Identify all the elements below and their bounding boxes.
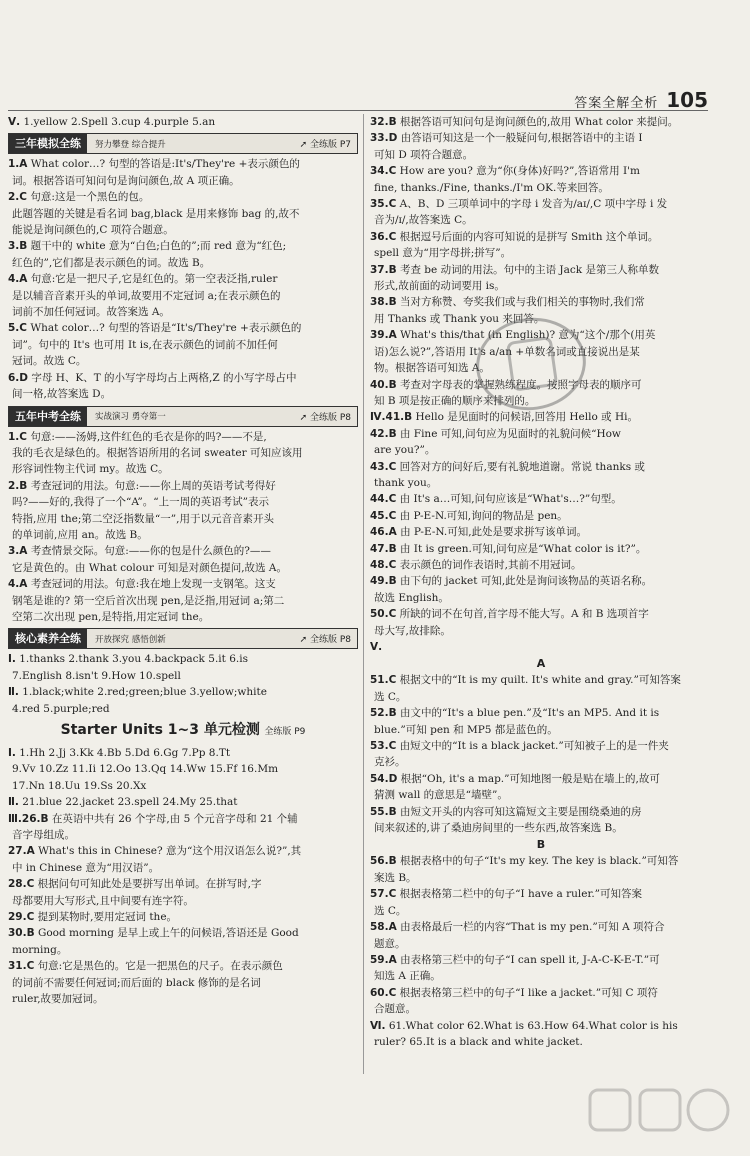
answer-text: 合题意。 <box>374 1003 416 1016</box>
answer-text: 此题答题的关键是看名词 bag,black 是用来修饰 bag 的,故不 <box>12 207 300 220</box>
answer-line <box>370 196 712 212</box>
header-title: 答案全解全析 <box>574 96 659 111</box>
answer-number: Ⅰ. <box>8 653 16 666</box>
column-divider <box>363 114 364 1074</box>
answer-line <box>370 180 712 196</box>
answer-line <box>370 459 712 475</box>
answer-line <box>8 494 358 510</box>
answer-line <box>370 606 712 622</box>
answer-text: fine, thanks./Fine, thanks./I'm OK.等来回答。 <box>374 181 609 194</box>
arrow-icon: ➚ <box>299 140 310 151</box>
answer-line <box>370 541 712 557</box>
answer-text: 它是黄色的。由 What colour 可知是对颜色提问,故选 A。 <box>12 561 287 574</box>
answer-text: 词”。句中的 It's 也可用 It is,在表示颜色的词前不加任何 <box>12 338 278 351</box>
unit-title-text: Starter Units 1~3 单元检测 <box>60 722 260 738</box>
answer-line <box>370 870 712 886</box>
answer-text: spell 意为“用字母拼;拼写”。 <box>374 247 512 260</box>
answer-text: 所缺的词不在句首,首字母不能大写。A 和 B 选项首字 <box>399 608 649 621</box>
answer-text: 由下句的 jacket 可知,此处是询问该物品的英语名称。 <box>399 575 653 588</box>
answer-text: 吗?——好的,我得了一个“A”。“上一周的英语考试”表示 <box>12 496 269 509</box>
answer-line <box>370 475 712 491</box>
answer-line <box>8 701 358 717</box>
answer-text: 字母 H、K、T 的小写字母均占上两格,Z 的小写字母占中 <box>31 371 297 384</box>
answer-text: 句意:这是一个黑色的包。 <box>30 191 150 204</box>
answer-line <box>8 320 358 336</box>
answer-line <box>370 952 712 968</box>
answer-line <box>370 409 712 425</box>
answer-text: 是以辅音音素开头的单词,故要用不定冠词 a;在表示颜色的 <box>12 289 281 302</box>
answer-text: blue.”可知 pen 和 MP5 都是蓝色的。 <box>374 723 558 736</box>
answer-line <box>370 722 712 738</box>
answer-number: 1.C <box>8 430 28 443</box>
answer-line <box>8 271 358 287</box>
answer-number: 4.A <box>8 578 28 591</box>
section-ref <box>300 410 351 423</box>
answer-line <box>370 672 712 688</box>
answer-text: 知选 A 正确。 <box>374 970 441 983</box>
answer-number: Ⅳ.41.B <box>370 411 413 424</box>
answer-number: 27.A <box>8 845 35 858</box>
answer-line <box>8 560 358 576</box>
answer-line <box>370 229 712 245</box>
section-title: 三年模拟全练 <box>9 134 87 153</box>
answer-text: 由 It's a…可知,问句应该是“What's…?”句型。 <box>399 493 622 506</box>
answer-line <box>8 173 358 189</box>
answer-number: 53.C <box>370 740 397 753</box>
left-column <box>8 114 358 1008</box>
answer-line <box>370 771 712 787</box>
answer-line <box>8 429 358 445</box>
answer-text: 的词前不需要任何冠词;而后面的 black 修饰的是名词 <box>12 976 261 989</box>
answer-text: 空第二次出现 pen,是特指,用定冠词 the。 <box>12 610 210 623</box>
answer-line <box>370 294 712 310</box>
answer-number: 4.A <box>8 273 28 286</box>
answer-text: 克衫。 <box>374 756 406 769</box>
answer-text: 1.black;white 2.red;green;blue 3.yellow;white <box>22 686 267 699</box>
answer-text: 故选 English。 <box>374 591 449 604</box>
answer-line <box>8 975 358 991</box>
answer-text: 由 P-E-N.可知,此处是要求拼写该单词。 <box>400 526 588 539</box>
answer-number: 32.B <box>370 116 397 128</box>
answer-line <box>8 461 358 477</box>
answer-line <box>8 827 358 843</box>
answer-line <box>370 820 712 836</box>
answer-number: Ⅲ.26.B <box>8 812 49 825</box>
answer-line <box>370 524 712 540</box>
answer-number: 58.A <box>370 921 397 934</box>
answer-line <box>8 370 358 386</box>
answer-line <box>8 745 358 761</box>
answer-line <box>8 288 358 304</box>
answer-number: 46.A <box>370 526 397 539</box>
answer-line <box>8 684 358 700</box>
answer-number: 3.A <box>8 545 28 558</box>
section-ref <box>300 632 351 645</box>
answer-number: 51.C <box>370 674 397 687</box>
answer-text: 回答对方的问好后,要有礼貌地道谢。常说 thanks 或 <box>399 460 645 473</box>
answer-line <box>370 114 712 130</box>
answer-number: 55.B <box>370 805 397 818</box>
answer-line <box>8 811 358 827</box>
answer-line <box>8 156 358 172</box>
answer-text: 表示颜色的词作表语时,其前不用冠词。 <box>399 558 582 571</box>
answer-text: 考查对字母表的掌握熟练程度。按照字母表的顺序可 <box>399 378 642 391</box>
answer-number: 48.C <box>370 558 397 571</box>
answer-number: 39.A <box>370 329 397 342</box>
answer-text: 母都要用大写形式,且中间要有连字符。 <box>12 894 194 907</box>
answer-text: 我的毛衣是绿色的。根据答语所用的名词 sweater 可知应该用 <box>12 446 303 459</box>
answer-line <box>8 304 358 320</box>
answer-text: 由表格最后一栏的内容“That is my pen.”可知 A 项符合 <box>400 921 665 934</box>
answer-text: How are you? 意为“你(身体)好吗?”,答语常用 I'm <box>399 165 640 178</box>
answer-line <box>8 222 358 238</box>
answer-line <box>370 245 712 261</box>
answer-line <box>370 738 712 754</box>
answer-line <box>8 511 358 527</box>
answer-line <box>8 353 358 369</box>
answer-number: 43.C <box>370 460 397 473</box>
answer-number: 49.B <box>370 575 397 588</box>
answer-text: 案选 B。 <box>374 871 417 884</box>
answer-text: A、B、D 三项单词中的字母 i 发音为/aɪ/,C 项中字母 i 发 <box>399 198 668 211</box>
answer-text: 9.Vv 10.Zz 11.Ii 12.Oo 13.Qq 14.Ww 15.Ff 16.Mm <box>12 763 279 776</box>
answer-text: 冠词。故选 C。 <box>12 355 87 368</box>
answer-number: 59.A <box>370 953 397 966</box>
answer-line <box>370 262 712 278</box>
answer-text: 物。根据答语可知选 A。 <box>374 362 490 375</box>
answer-line <box>8 386 358 402</box>
answer-line <box>370 886 712 902</box>
answer-line <box>8 609 358 625</box>
answer-line <box>370 163 712 179</box>
answer-number: 40.B <box>370 378 397 391</box>
answer-number: 36.C <box>370 230 397 243</box>
answer-number: 6.D <box>8 371 29 384</box>
answer-number: 60.C <box>370 986 397 999</box>
answer-text: 间来叙述的,讲了桑迪房间里的一些东西,故答案选 B。 <box>374 822 623 835</box>
answer-line <box>8 189 358 205</box>
answer-line <box>370 985 712 1001</box>
answer-line <box>370 278 712 294</box>
answer-line <box>370 508 712 524</box>
answer-line <box>8 238 358 254</box>
section-ref-text: 全练版 P8 <box>309 412 351 423</box>
answer-line <box>370 1001 712 1017</box>
answer-number: 1.A <box>8 158 28 171</box>
answer-text: 4.red 5.purple;red <box>12 702 110 715</box>
answer-line <box>8 893 358 909</box>
answer-text: 考查冠词的用法。句意:我在地上发现一支钢笔。这支 <box>30 578 276 591</box>
answer-text: What color…? 句型的答语是:It's/They're +表示颜色的 <box>30 158 300 171</box>
answer-number: 56.B <box>370 855 397 868</box>
answer-text: What's this in Chinese? 意为“这个用汉语怎么说?”,其 <box>38 845 302 858</box>
answer-line <box>370 689 712 705</box>
answer-text: 当对方称赞、夸奖我们或与我们相关的事物时,我们常 <box>399 296 645 309</box>
answer-text: 形容词性物主代词 my。故选 C。 <box>12 463 169 476</box>
watermark-logo <box>586 1084 736 1144</box>
answer-line <box>8 593 358 609</box>
answer-line <box>8 114 358 130</box>
answer-line <box>8 527 358 543</box>
answer-text: 特指,应用 the;第二空泛指数量“一”,用于以元音音素开头 <box>12 512 274 525</box>
answer-text: 句意:它是黑色的。它是一把黑色的尺子。在表示颜色 <box>37 960 283 973</box>
answer-number: 44.C <box>370 493 397 506</box>
answer-text: 由短文开头的内容可知这篇短文主要是围绕桑迪的房 <box>399 805 642 818</box>
answer-text: 7.English 8.isn't 9.How 10.spell <box>12 669 181 682</box>
answer-text: 根据逗号后面的内容可知说的是拼写 Smith 这个单词。 <box>399 230 659 243</box>
answer-number: 2.B <box>8 479 28 492</box>
answer-number: 37.B <box>370 263 397 276</box>
answer-line <box>8 909 358 925</box>
answer-line <box>370 787 712 803</box>
section-banner <box>8 406 358 427</box>
answer-number: 28.C <box>8 878 35 891</box>
answer-line <box>8 778 358 794</box>
answer-number: 54.D <box>370 772 398 785</box>
passage-label: B <box>536 838 546 852</box>
answer-number: 29.C <box>8 911 35 924</box>
header-rule <box>8 110 708 111</box>
answer-line <box>370 557 712 573</box>
answer-text: 由 It is green.可知,问句应是“What color is it?”。 <box>399 542 647 555</box>
answer-line <box>370 1034 712 1050</box>
answer-number: Ⅵ. <box>370 1019 386 1032</box>
answer-number: 38.B <box>370 296 397 309</box>
answer-text: What's this/that (in English)? 意为“这个/那个(用英 <box>400 329 656 342</box>
answer-text: 根据表格中的句子“It's my key. The key is black.”可知答 <box>399 855 679 868</box>
answer-number: 30.B <box>8 927 35 940</box>
answer-text: 根据文中的“It is my quilt. It's white and gray.”可知答案 <box>399 674 681 687</box>
answer-text: 音为/ɪ/,故答案选 C。 <box>374 214 473 227</box>
answer-text: 词前不加任何冠词。故答案选 A。 <box>12 306 170 319</box>
answer-text: ruler,故要加冠词。 <box>12 993 104 1006</box>
answer-line <box>370 573 712 589</box>
answer-text: 用 Thanks 或 Thank you 来回答。 <box>374 312 545 325</box>
answer-text: 音字母组成。 <box>12 829 75 842</box>
answer-line <box>8 991 358 1007</box>
answer-text: 句意:——汤姆,这件红色的毛衣是你的吗?——不是, <box>30 430 267 443</box>
page-header <box>574 88 708 112</box>
answer-text: 考查 be 动词的用法。句中的主语 Jack 是第三人称单数 <box>399 263 659 276</box>
answer-number: 35.C <box>370 198 397 211</box>
answer-text: are you?”。 <box>374 444 436 457</box>
answer-line <box>370 968 712 984</box>
answer-line <box>370 491 712 507</box>
answer-text: What color…? 句型的答语是“It's/They're +表示颜色的 <box>30 322 302 335</box>
answer-line <box>8 576 358 592</box>
answer-text: 在英语中共有 26 个字母,由 5 个元音字母和 21 个辅 <box>51 812 298 825</box>
answer-number: Ⅴ. <box>370 641 383 653</box>
answer-line <box>370 853 712 869</box>
answer-text: 由文中的“It's a blue pen.”及“It's an MP5. And it is <box>399 707 660 720</box>
answer-text: 词。根据答语可知问句是询问颜色,故 A 项正确。 <box>12 174 240 187</box>
answer-number: Ⅴ. <box>8 116 21 128</box>
answer-number: 50.C <box>370 608 397 621</box>
right-column <box>370 114 712 1050</box>
answer-text: 母大写,故排除。 <box>374 624 451 637</box>
answer-number: 45.C <box>370 509 397 522</box>
arrow-icon: ➚ <box>299 412 310 423</box>
answer-number: 3.B <box>8 240 28 253</box>
answer-line <box>8 668 358 684</box>
answer-text: 21.blue 22.jacket 23.spell 24.My 25.that <box>22 796 238 809</box>
answer-text: 由 P-E-N.可知,询问的物品是 pen。 <box>399 509 568 522</box>
answer-number: 57.C <box>370 888 397 901</box>
section-banner <box>8 133 358 154</box>
answer-line <box>8 478 358 494</box>
answer-line <box>370 623 712 639</box>
answer-line <box>370 590 712 606</box>
answer-text: 语)怎么说?”,答语用 It's a/an +单数名词或直接说出是某 <box>374 345 640 358</box>
answer-text: 猜测 wall 的意思是“墙壁”。 <box>374 789 508 802</box>
answer-text: 由答语可知这是一个一般疑问句,根据答语中的主语 I <box>400 132 643 145</box>
answer-line <box>8 337 358 353</box>
answer-text: 考查情景交际。句意:——你的包是什么颜色的?—— <box>30 545 271 558</box>
answer-line <box>8 255 358 271</box>
answer-text: 1.Hh 2.Jj 3.Kk 4.Bb 5.Dd 6.Gg 7.Pp 8.Tt <box>19 747 231 759</box>
section-subtitle: 努力攀登 综合提升 <box>95 139 166 150</box>
answer-text: 的单词前,应用 an。故选 B。 <box>12 528 148 541</box>
answer-line <box>370 804 712 820</box>
answer-line <box>370 936 712 952</box>
answer-line <box>370 754 712 770</box>
answer-line <box>370 903 712 919</box>
answer-line <box>370 442 712 458</box>
answer-line <box>370 130 712 146</box>
answer-text: 提到某物时,要用定冠词 the。 <box>37 911 178 924</box>
answer-text: 由表格第三栏中的句子“I can spell it, J-A-C-K-E-T.”可 <box>400 953 660 966</box>
answer-text: 红色的”,它们都是表示颜色的词。故选 B。 <box>12 256 211 269</box>
answer-line <box>8 794 358 810</box>
passage-label: A <box>536 657 546 671</box>
answer-text: 根据表格第三栏中的句子“I like a jacket.”可知 C 项符 <box>399 986 658 999</box>
answer-text: Hello 是见面时的问候语,回答用 Hello 或 Hi。 <box>415 411 639 424</box>
answer-text: morning。 <box>12 943 68 956</box>
answer-text: 间一格,故答案选 D。 <box>12 388 112 401</box>
section-banner <box>8 628 358 649</box>
section-title: 五年中考全练 <box>9 407 87 426</box>
unit-ref: 全练版 P9 <box>264 727 306 737</box>
answer-text: 17.Nn 18.Uu 19.Ss 20.Xx <box>12 779 147 792</box>
answer-text: 1.thanks 2.thank 3.you 4.backpack 5.it 6.is <box>19 653 248 666</box>
answer-text: 钢笔是谁的? 第一空后首次出现 pen,是泛指,用冠词 a;第二 <box>12 594 285 607</box>
answer-text: 中 in Chinese 意为“用汉语”。 <box>12 861 160 874</box>
answer-line <box>8 651 358 667</box>
answer-text: 可知 D 项符合题意。 <box>374 148 474 161</box>
section-ref-text: 全练版 P7 <box>309 140 351 151</box>
answer-text: 1.yellow 2.Spell 3.cup 4.purple 5.an <box>23 116 216 128</box>
answer-number: 52.B <box>370 707 397 720</box>
answer-text: 题干中的 white 意为“白色;白色的”;而 red 意为“红色; <box>30 240 287 253</box>
arrow-icon: ➚ <box>299 635 310 646</box>
answer-text: Good morning 是早上或上午的问候语,答语还是 Good <box>37 927 299 940</box>
answer-line <box>8 843 358 859</box>
answer-line <box>8 860 358 876</box>
answer-text: 根据答语可知问句是询问颜色的,故用 What color 来提问。 <box>399 116 679 128</box>
answer-number: Ⅱ. <box>8 796 19 809</box>
answer-line <box>8 543 358 559</box>
answer-number: 42.B <box>370 427 397 440</box>
answer-line <box>370 639 712 655</box>
answer-text: ruler? 65.It is a black and white jacket. <box>374 1035 583 1048</box>
answer-text: 由短文中的“It is a black jacket.”可知被子上的是一件夹 <box>399 740 669 753</box>
unit-test-title <box>8 719 358 743</box>
answer-number: 31.C <box>8 960 35 973</box>
answer-line <box>370 919 712 935</box>
answer-number: 5.C <box>8 322 28 335</box>
answer-number: Ⅱ. <box>8 686 19 699</box>
section-ref <box>300 137 351 150</box>
answer-line <box>8 942 358 958</box>
answer-line <box>8 958 358 974</box>
page-number: 105 <box>666 88 708 112</box>
answer-number: Ⅰ. <box>8 747 16 759</box>
answer-text: 选 C。 <box>374 690 407 703</box>
answer-number: 2.C <box>8 191 28 204</box>
answer-line <box>370 705 712 721</box>
section-ref-text: 全练版 P8 <box>309 635 351 646</box>
answer-text: thank you。 <box>374 476 438 489</box>
answer-number: 34.C <box>370 165 397 178</box>
answer-line <box>370 147 712 163</box>
answer-text: 根据问句可知此处是要拼写出单词。在拼写时,字 <box>37 878 262 891</box>
answer-line <box>370 426 712 442</box>
answer-line <box>8 206 358 222</box>
answer-text: 句意:它是一把尺子,它是红色的。第一空表泛指,ruler <box>30 273 278 286</box>
answer-number: 47.B <box>370 542 397 555</box>
answer-text: 根据“Oh, it's a map.”可知地图一般是贴在墙上的,故可 <box>400 772 660 785</box>
answer-line <box>8 761 358 777</box>
answer-text: 根据表格第二栏中的句子“I have a ruler.”可知答案 <box>399 888 643 901</box>
answer-text: 形式,故前面的动词要用 is。 <box>374 280 505 293</box>
answer-text: 考查冠词的用法。句意:——你上周的英语考试考得好 <box>30 479 276 492</box>
answer-number: 33.D <box>370 132 398 145</box>
answer-text: 能说是询问颜色的,C 项符合题意。 <box>12 224 174 237</box>
section-subtitle: 开放探究 感悟创新 <box>95 634 166 645</box>
answer-line <box>370 212 712 228</box>
answer-line <box>370 1018 712 1034</box>
answer-line <box>8 445 358 461</box>
answer-text: 选 C。 <box>374 904 407 917</box>
section-subtitle: 实战演习 勇夺第一 <box>95 412 166 422</box>
answer-text: 61.What color 62.What is 63.How 64.What color is his <box>388 1019 678 1032</box>
answer-line <box>8 876 358 892</box>
answer-text: 由 Fine 可知,问句应为见面时的礼貌问候“How <box>399 427 621 440</box>
answer-text: 知 B 项是按正确的顺序来排列的。 <box>374 394 536 407</box>
section-title: 核心素养全练 <box>9 629 87 648</box>
answer-text: 题意。 <box>374 937 406 950</box>
answer-line <box>8 925 358 941</box>
